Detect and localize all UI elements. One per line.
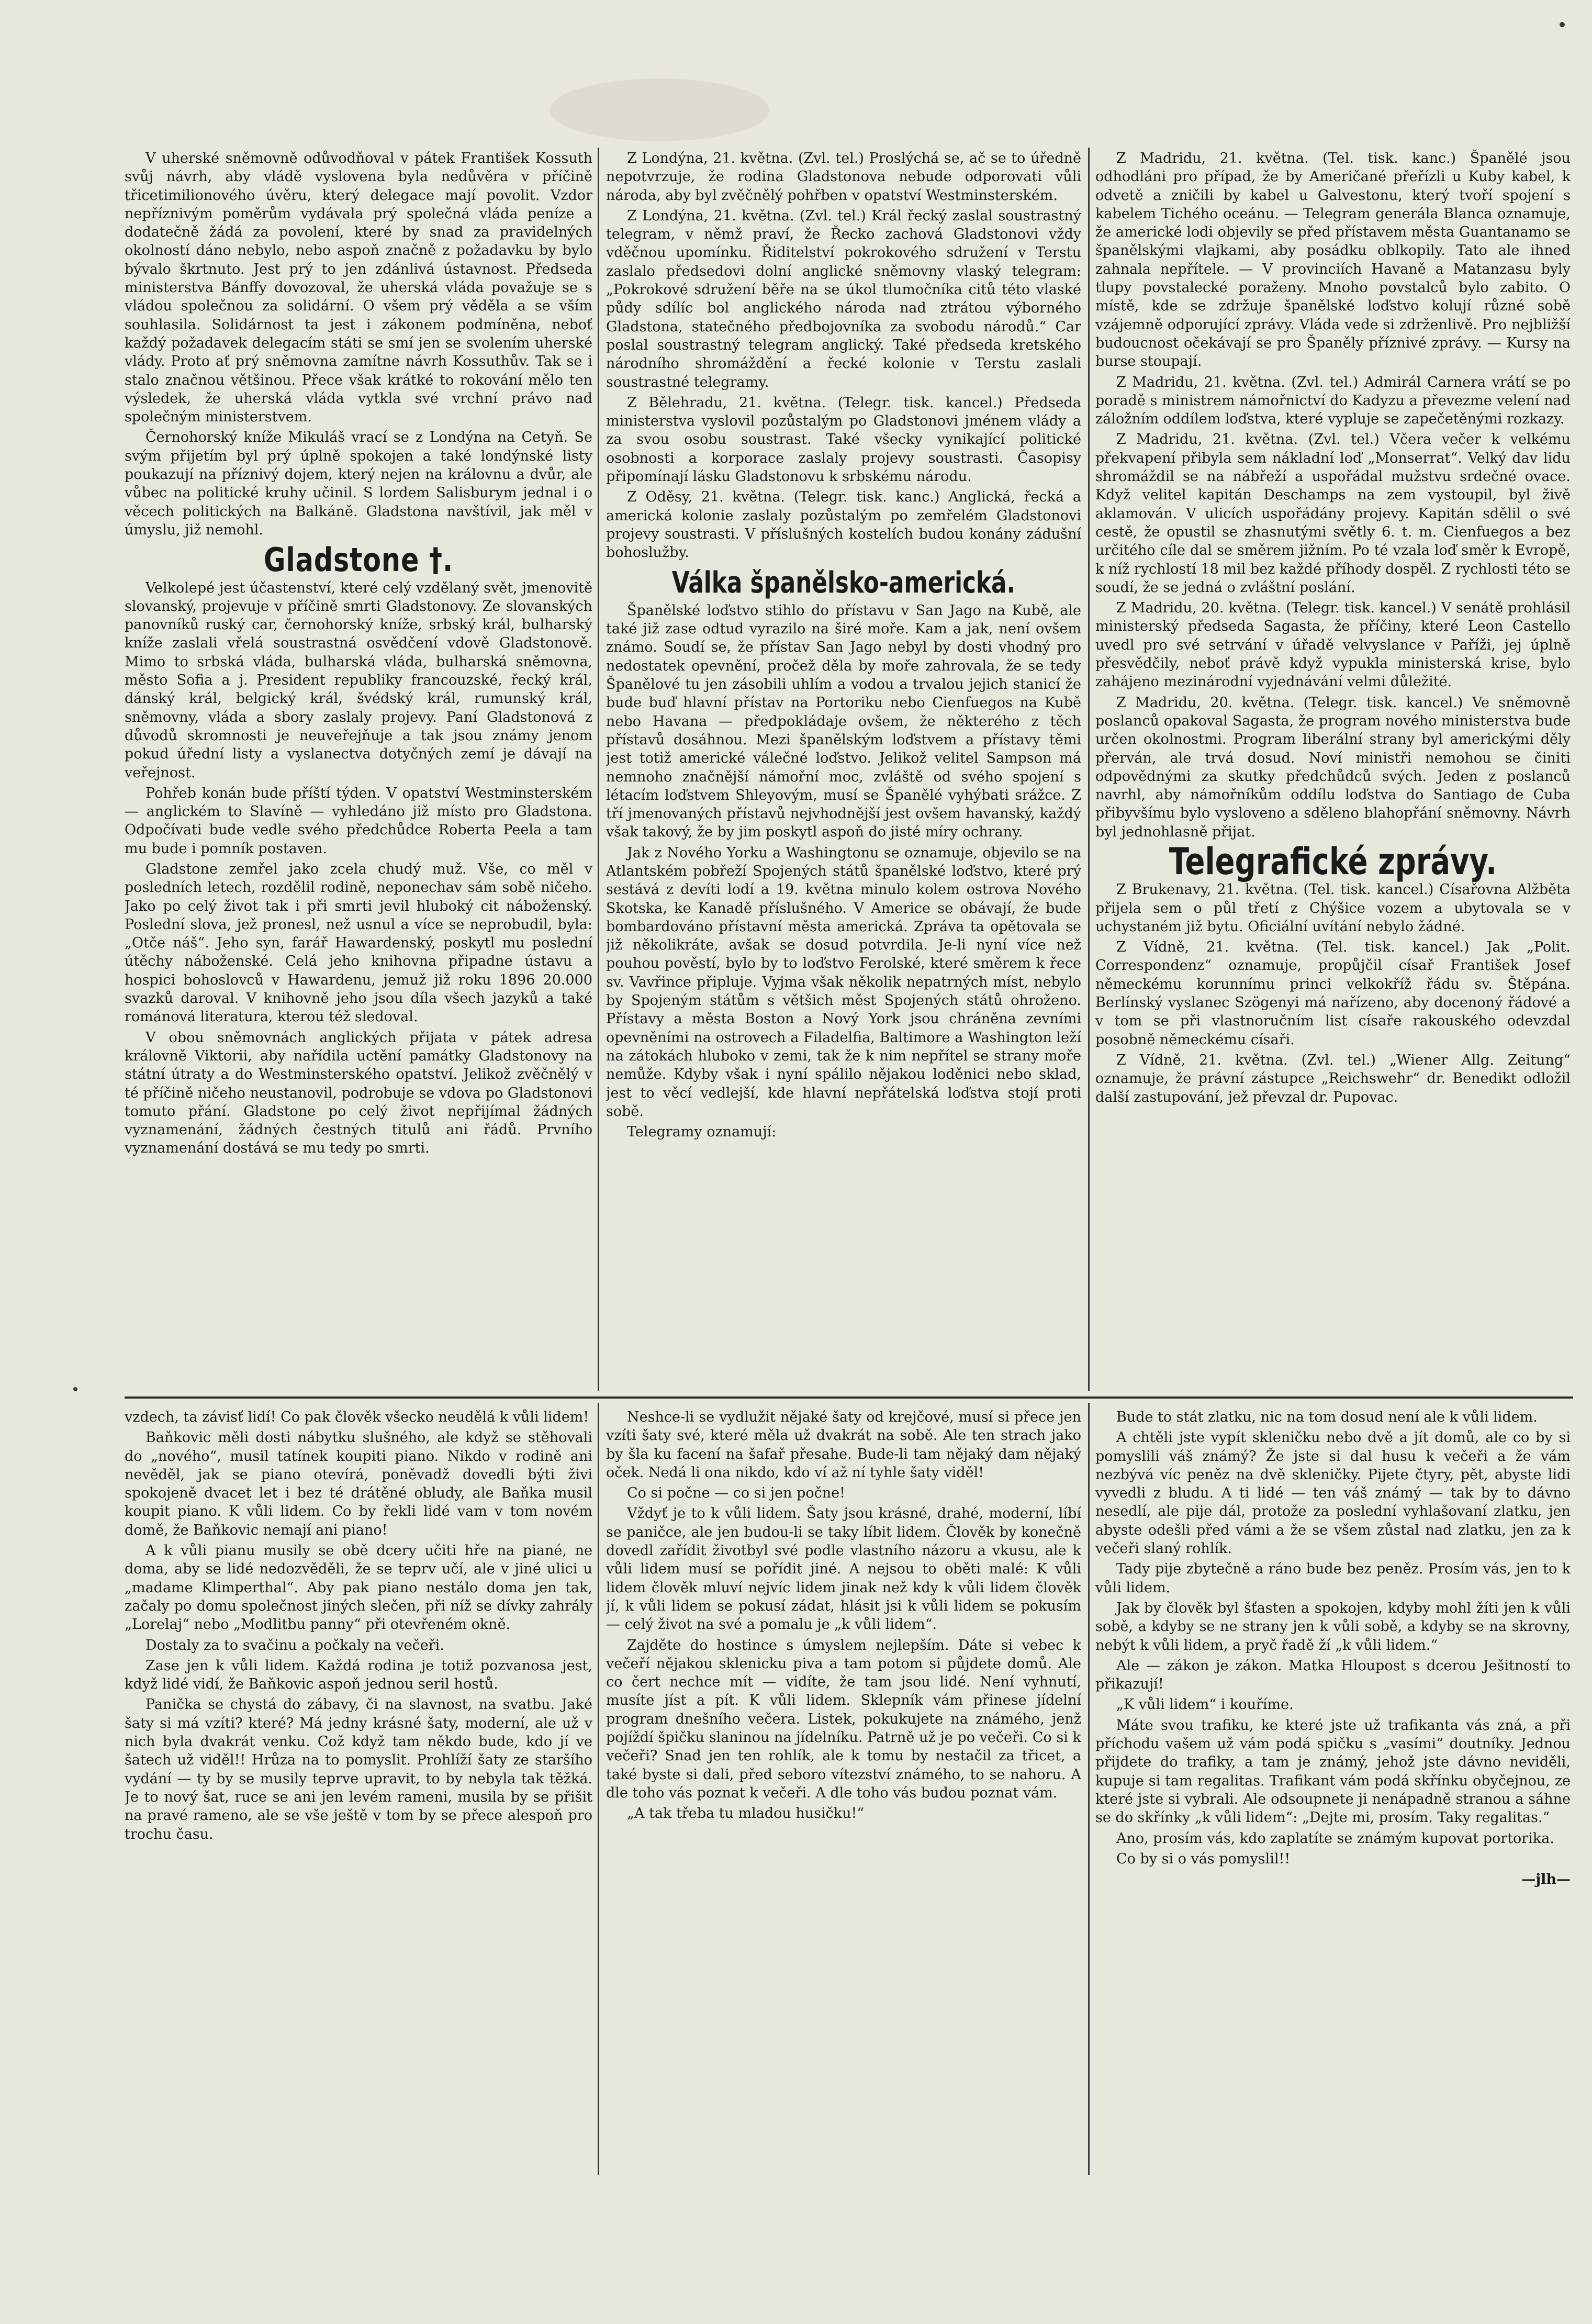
paragraph: Baňkovic měli dosti nábytku slušného, ale když se stěhovali do „nového“, musil tatínek koupiti piano. Nikdo v rodině ani nevěděl, jak se piano otevírá, poněvadž dovedli býti živi spokojeně dvacet let i bez té drátěné obludy, ale Baňka musil koupit piano. K vůli lidem. Co by řekli lidé vam v tom novém domě, že Baňkovic nemají ani piano!	[125, 1429, 592, 1538]
paragraph: Vždyť je to k vůli lidem. Šaty jsou krásné, drahé, moderní, líbí se paničce, ale jen budou-li se taky líbit lidem. Člověk by konečně dovedl zařídit životbyl své podle vlastního názoru a vkusu, ale k vůli lidem musí se pořídit jiné. A nejsou to oběti malé: K vůli lidem člověk mluví nejvíc lidem jinak než kdy k vůli lidem člověk jí, k vůli lidem se pokusí zádat, hlásit jsi k vůli lidem se pokusím — celý život na své a pomalu je „k vůli lidem“.	[606, 1505, 1081, 1633]
telegram-item: Z Londýna, 21. května. (Zvl. tel.) Král řecký zaslal soustrastný telegram, v němž praví, že Řecko zachová Gladstonovi vždy vděčnou upomínku. Řiditelství pokrokového sdružení v Terstu zaslalo předsedovi dolní anglické sněmovny vlaský telegram: „Pokrokové sdružení běře na se úkol tlumočníka citů této vlaské půdy sdílíc bol anglického národa nad ztrátou výborného Gladstona, statečného předbojovníka za svobodu národů.“ Car poslal soustrastný telegram anglický. Také předseda kretského národního shromáždění a řecké kolonie v Terstu zaslali soustrastné telegramy.	[606, 207, 1081, 390]
author-signature: —jlh—	[1521, 1871, 1571, 1888]
paragraph: Gladstone zemřel jako zcela chudý muž. Vše, co měl v posledních letech, rozdělil rodině, neponechav sám sobě ničeho. Jako po celý život tak i při smrti jevil hluboký cit náboženský. Poslední slova, jež pronesl, než usnul a více se neprobudil, byla: „Otče náš“. Jeho syn, farář Hawardenský, poskytl mu poslední útěchy náboženské. Celá jeho knihovna připadne ústavu a hospici bohoslovců v Hawardenu, jemuž již roku 1896 20.000 svazků daroval. V knihovně jeho jsou díla všech jazyků a také románová literatura, kterou též sledoval.	[125, 861, 592, 1025]
paragraph: Zase jen k vůli lidem. Každá rodina je totiž pozvanosa jest, když lidé vidí, že Baňkovic aspoň jednou seril hostů.	[125, 1657, 592, 1693]
column-rule	[598, 1403, 599, 2175]
column-rule	[598, 148, 599, 1391]
telegram-item: Z Oděsy, 21. května. (Telegr. tisk. kanc.) Anglická, řecká a americká kolonie zaslaly pozůstalým po zemřelém Gladstonovi projevy soustrasti. V příslušných kostelích budou konány zádušní bohoslužby.	[606, 489, 1081, 561]
paragraph: Jak by člověk byl šťasten a spokojen, kdyby mohl žíti jen k vůli sobě, a kdyby se ne strany jen k vůli sobě, a kdyby se na skrovny, nebýt k vůli lidem, a pryč řadě ží „k vůli lidem.“	[1095, 1600, 1571, 1653]
column-rule	[1088, 1403, 1090, 2175]
headline-gladstone: Gladstone †.	[263, 541, 454, 579]
paragraph: Tady pije zbytečně a ráno bude bez peněz. Prosím vás, jen to k vůli lidem.	[1095, 1561, 1571, 1596]
feuilleton-column-1	[125, 1408, 592, 2177]
telegram-item: Z Bělehradu, 21. května. (Telegr. tisk. kancel.) Předseda ministerstva vyslovil pozůstalým po Gladstonovi jménem vlády a za svou osobu soustrast. Také všecky vynikající politické osobnosti a korporace zaslaly projevy soustrasti. Časopisy připomínají lásku Gladstonovu k srbskému národu.	[606, 394, 1081, 485]
paragraph: Dostaly za to svačinu a počkaly na večeři.	[145, 1637, 444, 1653]
paragraph: Co by si o vás pomyslil!!	[1116, 1850, 1291, 1867]
telegram-item: Z Madridu, 21. května. (Zvl. tel.) Včera večer k velkému překvapení přibyla sem nákladní loď „Monserrat“. Velký dav lidu shromáždil se na nábřeží a uspořádal mužstvu srdečné ovace. Když velitel kapitán Deschamps na zem vystoupil, byl živě aklamován. V ulicích uspořádány projevy. Kapitán sdělil o své cestě, že opustil se zhasnutými světly 6. t. m. Cienfuegos a bez určitého cíle dal se směrem jižním. Po té vzala loď směr k Evropě, k níž rychlostí 18 mil bez každé příhody dospěl. Z rychlosti této se soudí, že se jedná o zvláštní poslání.	[1095, 431, 1571, 596]
telegram-item: Z Madridu, 20. května. (Telegr. tisk. kancel.) V senátě prohlásil ministerský předseda Sagasta, že příčiny, které Leon Castello uvedl pro své setrvání v úřadě velvyslance v Paříži, jej úplně přesvědčily, neboť právě když vypukla ministerská krise, bylo zahájeno mezinárodní vyjednávání velmi důležité.	[1095, 600, 1571, 690]
paragraph: Španělské loďstvo stihlo do přístavu v San Jago na Kubě, ale také již zase odtud vyrazilo na širé moře. Kam a jak, není ovšem známo. Soudí se, že přístav San Jago nebyl by dosti vhodný pro nedostatek opevnění, pročež děla by moře zahrovala, že se tedy Španělové tu jen zásobili uhlím a vodou a trvalou jejich stanicí že bude buď hlavní přístav na Portoriku nebo Cienfuegos na Kubě nebo Havana — předpokládaje ovšem, že některého z těch přístavů dosáhnou. Mezi španělským loďstvem a přístavy těmi jest totiž americké válečné loďstvo. Jelikož velitel Sampson má nemnoho značnější námořní moc, zvláště od svého spojení s létacím loďstvem Shleyovým, musí se Španělé vyhýbati srážce. Z tří jmenovaných přístavů nejvhodnější jest ovšem havanský, každý však takový, že by jim poskytl aspoň do jisté míry ochrany.	[606, 602, 1081, 841]
paragraph: Pohřeb konán bude příští týden. V opatství Westminsterském — anglickém to Slavíně — vyhledáno již místo pro Gladstona. Odpočívati bude vedle svého předchůdce Roberta Peela a tam mu bude i pomník postaven.	[125, 785, 592, 857]
paragraph: Co si počne — co si jen počne!	[627, 1485, 845, 1502]
paragraph: A k vůli pianu musily se obě dcery učiti hře na piané, ne doma, aby se lidé nedozvěděli, že se teprv učí, ale v jiné ulici u „madame Klimperthal“. Aby pak piano nestálo doma jen tak, začaly po domu společnost jiných slečen, při níž se dívky zahrály „Lorelaj“ nebo „Modlitbu panny“ při otevřeném okně.	[125, 1543, 592, 1633]
paragraph: Velkolepé jest účastenství, které celý vzdělaný svět, jmenovitě slovanský, projevuje v příčině smrti Gladstonovy. Ze slovanských panovníků ruský car, černohorský kníže, srbský král, bulharský kníže zaslali vřelá soustrastná osvědčení vdově Gladstonově. Mimo to srbská vláda, bulharská vláda, bulharská sněmovna, město Sofia a j. President republiky francouzské, řecký král, dánský král, belgický král, švédský král, rumunský král, sněmovny, vláda a sbory zaslaly projevy. Paní Gladstonová z důvodů skromnosti je neuveřejňuje a tak jsou známy jenom pokud úřední listy a vyslanectva dotyčných zemí je dávají na veřejnost.	[125, 579, 592, 781]
headline-valka: Válka španělsko-americká.	[671, 565, 1016, 600]
paragraph: „K vůli lidem“ i kouříme.	[1116, 1696, 1294, 1713]
paragraph: Ale — zákon je zákon. Matka Hloupost s dcerou Ješitností to přikazují!	[1095, 1657, 1571, 1693]
telegram-item: Z Vídně, 21. května. (Tel. tisk. kancel.) Jak „Polit. Correspondenz“ oznamuje, propůjčil císař František Josef německému korunnímu princi velkokříž řádu sv. Štěpána. Berlínský vyslanec Szögenyi má nařízeno, aby docenoný řádové a v tom se při vlastnoručním list císaře rakouského odevzdal posobně německému císaři.	[1095, 939, 1571, 1048]
feuilleton-rule	[125, 1396, 1573, 1399]
telegram-item: Z Madridu, 21. května. (Zvl. tel.) Admirál Carnera vrátí se po poradě s ministrem námořnictví do Kadyzu a převezme velení nad záložním oddílem loďstva, které vypluje se zapečetěnými rozkazy.	[1095, 374, 1571, 428]
paragraph: vzdech, ta závisť lidí! Co pak člověk všecko neudělá k vůli lidem!	[125, 1409, 589, 1425]
feuilleton-column-3	[1095, 1408, 1571, 2177]
telegram-item: Z Vídně, 21. května. (Zvl. tel.) „Wiener Allg. Zeitung“ oznamuje, že právní zástupce „Reichswehr“ dr. Benedikt odložil další zastupování, jež převzal dr. Pupovac.	[1095, 1052, 1571, 1105]
feuilleton-column-2	[606, 1408, 1081, 2177]
paragraph: Panička se chystá do zábavy, či na slavnost, na svatbu. Jaké šaty si má vzíti? které? Má jedny krásné šaty, moderní, ale už v nich byla dvakrát venku. Což když tam někdo bude, kdo jí ve šatech už viděl!! Hrůza na to pomyslit. Prohlíží šaty ze staršího vydání — ty by se musily teprve upravit, to by nebyla tak těžká. Je to nový šat, ruce se ani jen levém rameni, musila by se přišit na pravé rameno, ale se vše ještě v tom by se přece alespoň pro trochu času.	[125, 1696, 592, 1842]
telegram-item: Z Brukenavy, 21. května. (Tel. tisk. kancel.) Císařovna Alžběta přijela sem o půl třetí z Chýšice vozem a ubytovala se v uchystaném již bytu. Oficiální uvítání nebylo žádné.	[1095, 881, 1571, 935]
paragraph: A chtěli jste vypít skleničku nebo dvě a jít domů, ale co by si pomyslili váš známý? Že jste si dal husu k večeři a že vám nezbývá víc peněz na dvě skleničky. Pijete čtyry, pět, abyste lidi vyvedli z bludu. A ti lidé — ten váš známý — tak by to dávno nesedlí, ale pije dál, protože za poslední vyhlašovaní zlatku, jen abyste odešli před vámi a že se všem zůstal nad zlatku, jen za k večeři slaný rohlík.	[1095, 1429, 1571, 1557]
column-rule	[1088, 148, 1090, 1391]
column-1	[125, 149, 592, 1392]
paragraph: „A tak třeba tu mladou husičku!“	[627, 1805, 865, 1822]
paragraph: Zajděte do hostince s úmyslem nejlepším. Dáte si vebec k večeří nějakou sklenicku piva a tam potom si půjdete domů. Ale co čert nechce mít — vidíte, že tam jsou lidé. Není vyhnutí, musíte jíst a pít. K vůli lidem. Sklepník vám přinese jídelní program dnešního večera. Listek, pokukujete na známého, jenž pojíždí špičku slaninou na jídelníku. Patrně už je po večeři. Co si k večeři? Snad jen ten rohlík, ale k tomu by nestačil za třicet, a také byste si dali, před seboro vítezství známého, to se nahoru. A dle toho vás poznat k večeři. A dle toho vás budou poznat vám.	[606, 1637, 1081, 1801]
telegram-item: Z Madridu, 21. května. (Tel. tisk. kanc.) Španělé jsou odhodláni pro případ, že by Američané přeřízli u Kuby kabel, k odvetě a zničili by kabel u Galvestonu, který tvoří spojení s kabelem Tichého oceánu. — Telegram generála Blanca oznamuje, že americké lodi objevily se před přístavem města Guantanamo se španělskými vlajkami, aby posádku oblkopily. Tato ale ihned zahnala nepřítele. — V provinciích Havaně a Matanzasu byly tlupy povstalecké poraženy. Mnoho povstalců bylo zabito. O místě, kde se zdržuje španělské loďstvo kolují různé sobě vzájemně odporující zprávy. Vláda vede si zdrženlivě. Pro nejbližší budoucnost očekávají se pro Španěly příznivé zprávy. — Kursy na burse stoupají.	[1095, 150, 1571, 370]
paragraph: V obou sněmovnách anglických přijata v pátek adresa královně Viktorii, aby nařídila uctění památky Gladstonovy na státní útraty a do Westminsterského opatství. Jelikož zvěčnělý v té příčině ničeho neustanovil, podrobuje se vdova po Gladstonovi tomuto přání. Gladstone po celý život nepřijímal žádných vyznamenání, žádných čestných titulů ani řádů. Prvního vyznamenání dostává se mu tedy po smrti.	[125, 1029, 592, 1157]
paragraph: Máte svou trafiku, ke které jste už trafikanta vás zná, a při příchodu vašem už vám podá spičku s „vasími“ doutníky. Jednou přijdete do trafiky, a tam je známý, jehož jste dávno neviděli, kupuje si tam regalitas. Trafikant vám podá skřínku obyčejnou, ze které jste si vybrali. Ale odsoupnete ji nenápadně stranou a sáhne se do skřínky „k vůli lidem“: „Dejte mi, prosím. Taky regalitas.“	[1095, 1717, 1571, 1826]
paragraph: Jak z Nového Yorku a Washingtonu se oznamuje, objevilo se na Atlantském pobřeží Spojených států španělské loďstvo, které prý sestává z devíti lodí a 19. května minulo kolem ostrova Nového Skotska, ke Kanadě příslušného. V Americe se obávají, že bude bombardováno přístavní města americká. Zpráva ta opětovala se již několikráte, avšak se dosud potvrdila. Je-li nyní více než pouhou pověstí, bylo by to loďstvo Ferolské, které směrem k řece sv. Vavřince připluje. Vyjma však několik nepatrných míst, nebylo by Spojeným státům s většich měst Spojených států ohroženo. Přístavy a města Boston a Nový York jsou chráněna zevními opevněními na ostrovech a Filadelfia, Baltimore a Washington leží na zátokách hluboko v zemi, tak že k nim nepřítel se strany moře nemůže. Kdyby však i nyní spálilo nějakou loděnici nebo sklad, jest to věcí vedlejší, kde hlavní nepřátelská loďstva stojí proti sobě.	[606, 844, 1081, 1120]
article-cernohorsky-knize: Černohorský kníže Mikuláš vrací se z Londýna na Cetyň. Se svým přijetím byl prý úplně spokojen a také londýnské listy poukazují na příznivý dojem, který nejen na královnu a dvůr, ale vůbec na politické kruhy učinil. S lordem Salisburym jednal i o věcech politických na Balkáně. Gladstona navštívil, jak měl v úmyslu, již nemohl.	[125, 429, 592, 538]
paragraph: Bude to stát zlatku, nic na tom dosud není ale k vůli lidem.	[1116, 1409, 1538, 1425]
headline-telegraficke: Telegrafické zprávy.	[1169, 840, 1497, 883]
article-uhersky-snem: V uherské sněmovně odůvodňoval v pátek František Kossuth svůj návrh, aby vládě vyslovena byla nedůvěra v příčině třicetimilionového úvěru, který delegace mají povolit. Vzdor nepříznivým poměrům vydávala prý společná vláda peníze a dodatečně žádá za povolení, které by snad za pravidelných okolností dáno nebylo, nebo aspoň značně z požadavku by bylo bývalo škrtnuto. Jest prý to jen zdánlivá ústavnost. Předseda ministerstva Bánffy dovozoval, že uherská vláda považuje se s vládou společnou za solidární. O všem prý věděla a se vším souhlasila. Solidárnost ta jest i zákonem podmíněna, neboť každý požadavek delegacím státi se smí jen se svolením uherské vlády. Proto ať prý sněmovna zamítne návrh Kossuthův. Tak se i stalo značnou většinou. Přece však krátké to rokování mělo ten výsledek, že uherská vláda vytkla své vrchní právo nad společným ministerstvem.	[125, 150, 592, 426]
column-2	[606, 149, 1081, 1392]
paragraph: Ano, prosím vás, kdo zaplatíte se známým kupovat portorika.	[1116, 1830, 1554, 1847]
column-3	[1095, 149, 1571, 1392]
ink-speck	[73, 1387, 77, 1391]
paragraph: Telegramy oznamují:	[627, 1124, 777, 1141]
paper-stain	[550, 79, 769, 141]
paragraph: Neshce-li se vydlužit nějaké šaty od krejčové, musí si přece jen vzíti šaty své, které měla už dvakrát na sobě. Ale ten strach jako by šla ku facení na šafař přesahe. Bude-li tam nějaký dam nějaký oček. Nedá li ona nikdo, kdo ví až ní tyhle šaty viděl!	[606, 1409, 1081, 1481]
telegram-item: Z Londýna, 21. května. (Zvl. tel.) Proslýchá se, ač se to úředně nepotvrzuje, že rodina Gladstonova nebude odporovati vůli národa, aby byl zvěčnělý pohřben v opatství Westminsterském.	[606, 150, 1081, 204]
telegram-item: Z Madridu, 20. května. (Telegr. tisk. kancel.) Ve sněmovně poslanců opakoval Sagasta, že program nového ministerstva bude určen okolnostmi. Program liberální strany byl americkými děly přerván, ale trvá dosud. Noví ministři nemohou se činiti odpovědnými za skutky předchůdců svých. Jeden z poslanců navrhl, aby námořníkům oddílu loďstva do Santiago de Cuba přibyvšímu bylo vysloveno a sděleno blahopřání sněmovny. Návrh byl jednohlasně přijat.	[1095, 694, 1571, 840]
ink-speck	[1560, 22, 1565, 27]
